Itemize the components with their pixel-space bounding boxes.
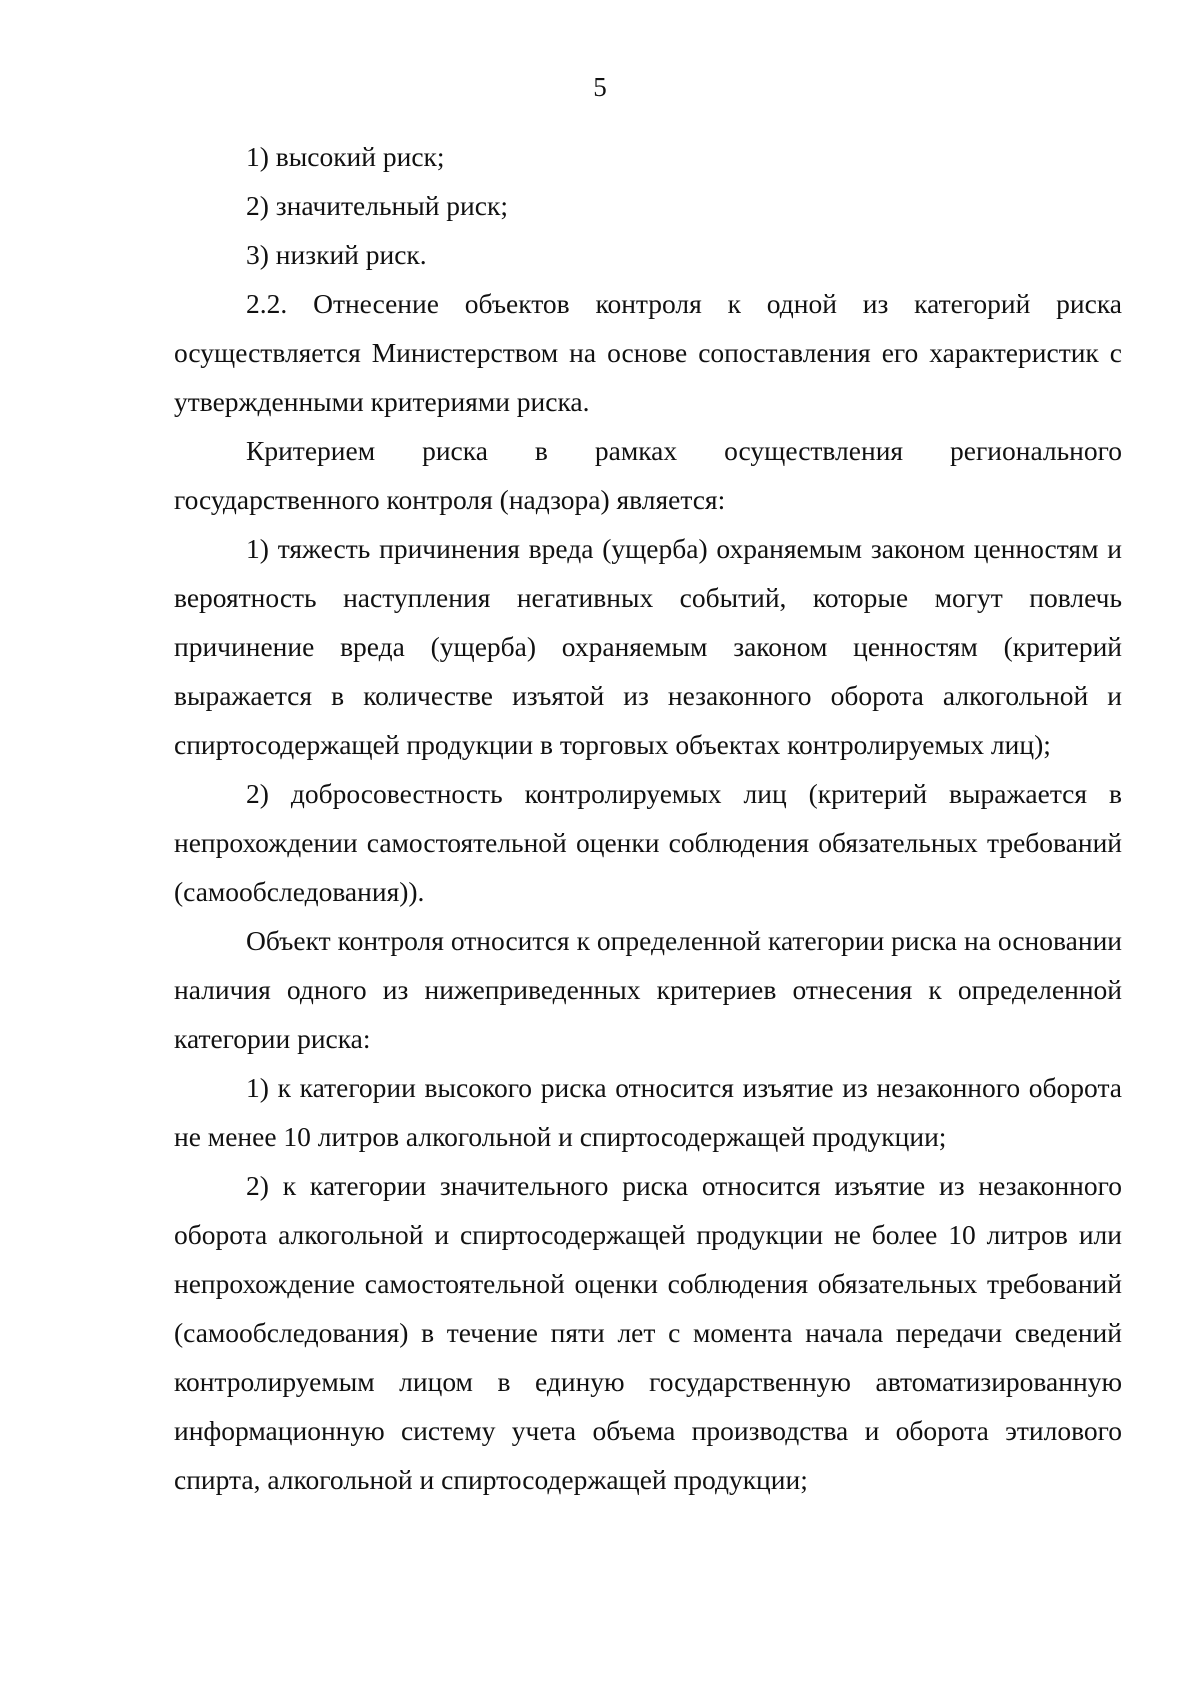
document-body — [174, 132, 1122, 1504]
paragraph-significant-risk-rule: 2) к категории значительного риска относится изъятие из незаконного оборота алкогольной и спиртосодержащей продукции не более 10 литров или непрохождение самостоятельной оценки соблюдения обязательных требований (самообследования) в течение пяти лет с момента начала передачи сведений контролируемым лицом в единую государственную автоматизированную информационную систему учета объема производства и оборота этилового спирта, алкогольной и спиртосодержащей продукции; — [174, 1170, 1122, 1495]
paragraph-criterion-1: 1) тяжесть причинения вреда (ущерба) охраняемым законом ценностям и вероятность наступления негативных событий, которые могут повлечь причинение вреда (ущерба) охраняемым законом ценностям (критерий выражается в количестве изъятой из незаконного оборота алкогольной и спиртосодержащей продукции в торговых объектах контролируемых лиц); — [174, 533, 1122, 760]
list-item-significant-risk: 2) значительный риск; — [246, 190, 508, 221]
paragraph-object-category: Объект контроля относится к определенной категории риска на основании наличия одного из нижеприведенных критериев отнесения к определенной категории риска: — [174, 925, 1122, 1054]
page-number: 5 — [593, 72, 607, 102]
paragraph-high-risk-rule: 1) к категории высокого риска относится изъятие из незаконного оборота не менее 10 литров алкогольной и спиртосодержащей продукции; — [174, 1072, 1122, 1152]
paragraph-criterion-2: 2) добросовестность контролируемых лиц (критерий выражается в непрохождении самостоятельной оценки соблюдения обязательных требований (самообследования)). — [174, 778, 1122, 907]
list-item-high-risk: 1) высокий риск; — [246, 141, 445, 172]
paragraph-2-2: 2.2. Отнесение объектов контроля к одной из категорий риска осуществляется Министерством на основе сопоставления его характеристик с утвержденными критериями риска. — [174, 288, 1122, 417]
list-item-low-risk: 3) низкий риск. — [246, 239, 427, 270]
paragraph-risk-criterion: Критерием риска в рамках осуществления регионального государственного контроля (надзора) является: — [174, 435, 1122, 515]
